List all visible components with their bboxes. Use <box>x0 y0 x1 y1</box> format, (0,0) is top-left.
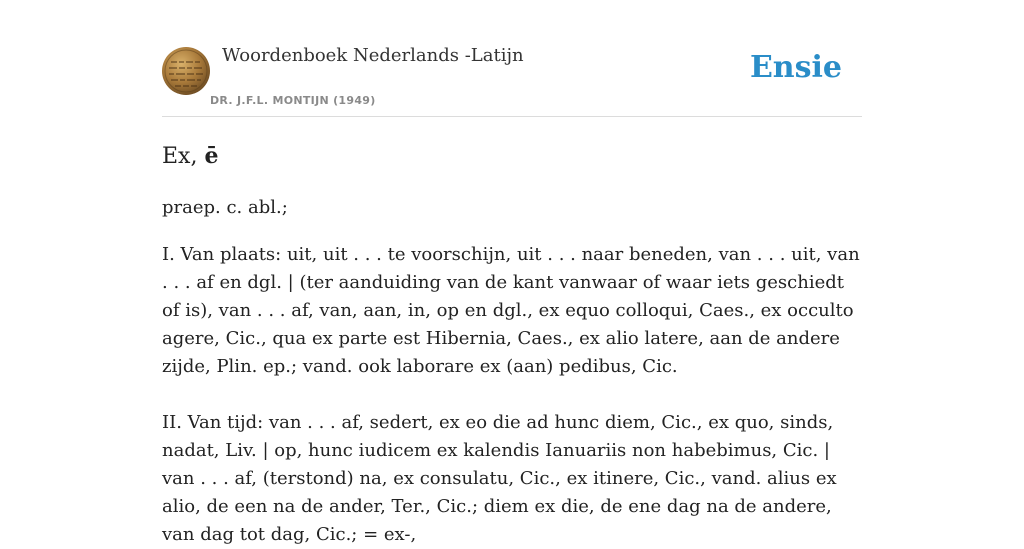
headword-long-vowel: ē <box>204 143 219 169</box>
grammar-note: praep. c. abl.; <box>162 197 288 218</box>
entry-headword <box>162 141 862 172</box>
book-author: DR. J.F.L. MONTIJN (1949) <box>210 94 376 107</box>
definition-paragraph-1: I. Van plaats: uit, uit . . . te voorschijn, uit . . . naar beneden, van . . . uit, van . . . af en dgl. | (ter aanduiding van de kant vanwaar of waar iets geschiedt of is), van . . . af, van, aan, in, op en dgl., ex equo colloqui, Caes., ex occulto agere, Cic., qua ex parte est Hibernia, Caes., ex alio latere, aan de andere zijde, Plin. ep.; vand. ook laborare ex (aan) pedibus, Cic. <box>162 244 860 377</box>
content-column <box>162 0 862 549</box>
definition-paragraph-2: II. Van tijd: van . . . af, sedert, ex eo die ad hunc diem, Cic., ex quo, sinds, nadat, Liv. | op, hunc iudicem ex kalendis Ianuariis non habebimus, Cic. | van . . . af, (terstond) na, ex consulatu, Cic., ex itinere, Cic., vand. alius ex alio, de een na de ander, Ter., Cic.; diem ex die, de ene dag na de andere, van dag tot dag, Cic.; = ex-, <box>162 412 837 545</box>
book-cover-coin-icon[interactable] <box>162 47 210 95</box>
ensie-logo[interactable]: Ensie <box>749 50 842 85</box>
coin-image <box>162 47 210 95</box>
book-title-link[interactable]: Woordenboek Nederlands -Latijn <box>222 45 524 66</box>
dictionary-header <box>162 0 862 117</box>
headword-text: Ex, <box>162 144 205 169</box>
